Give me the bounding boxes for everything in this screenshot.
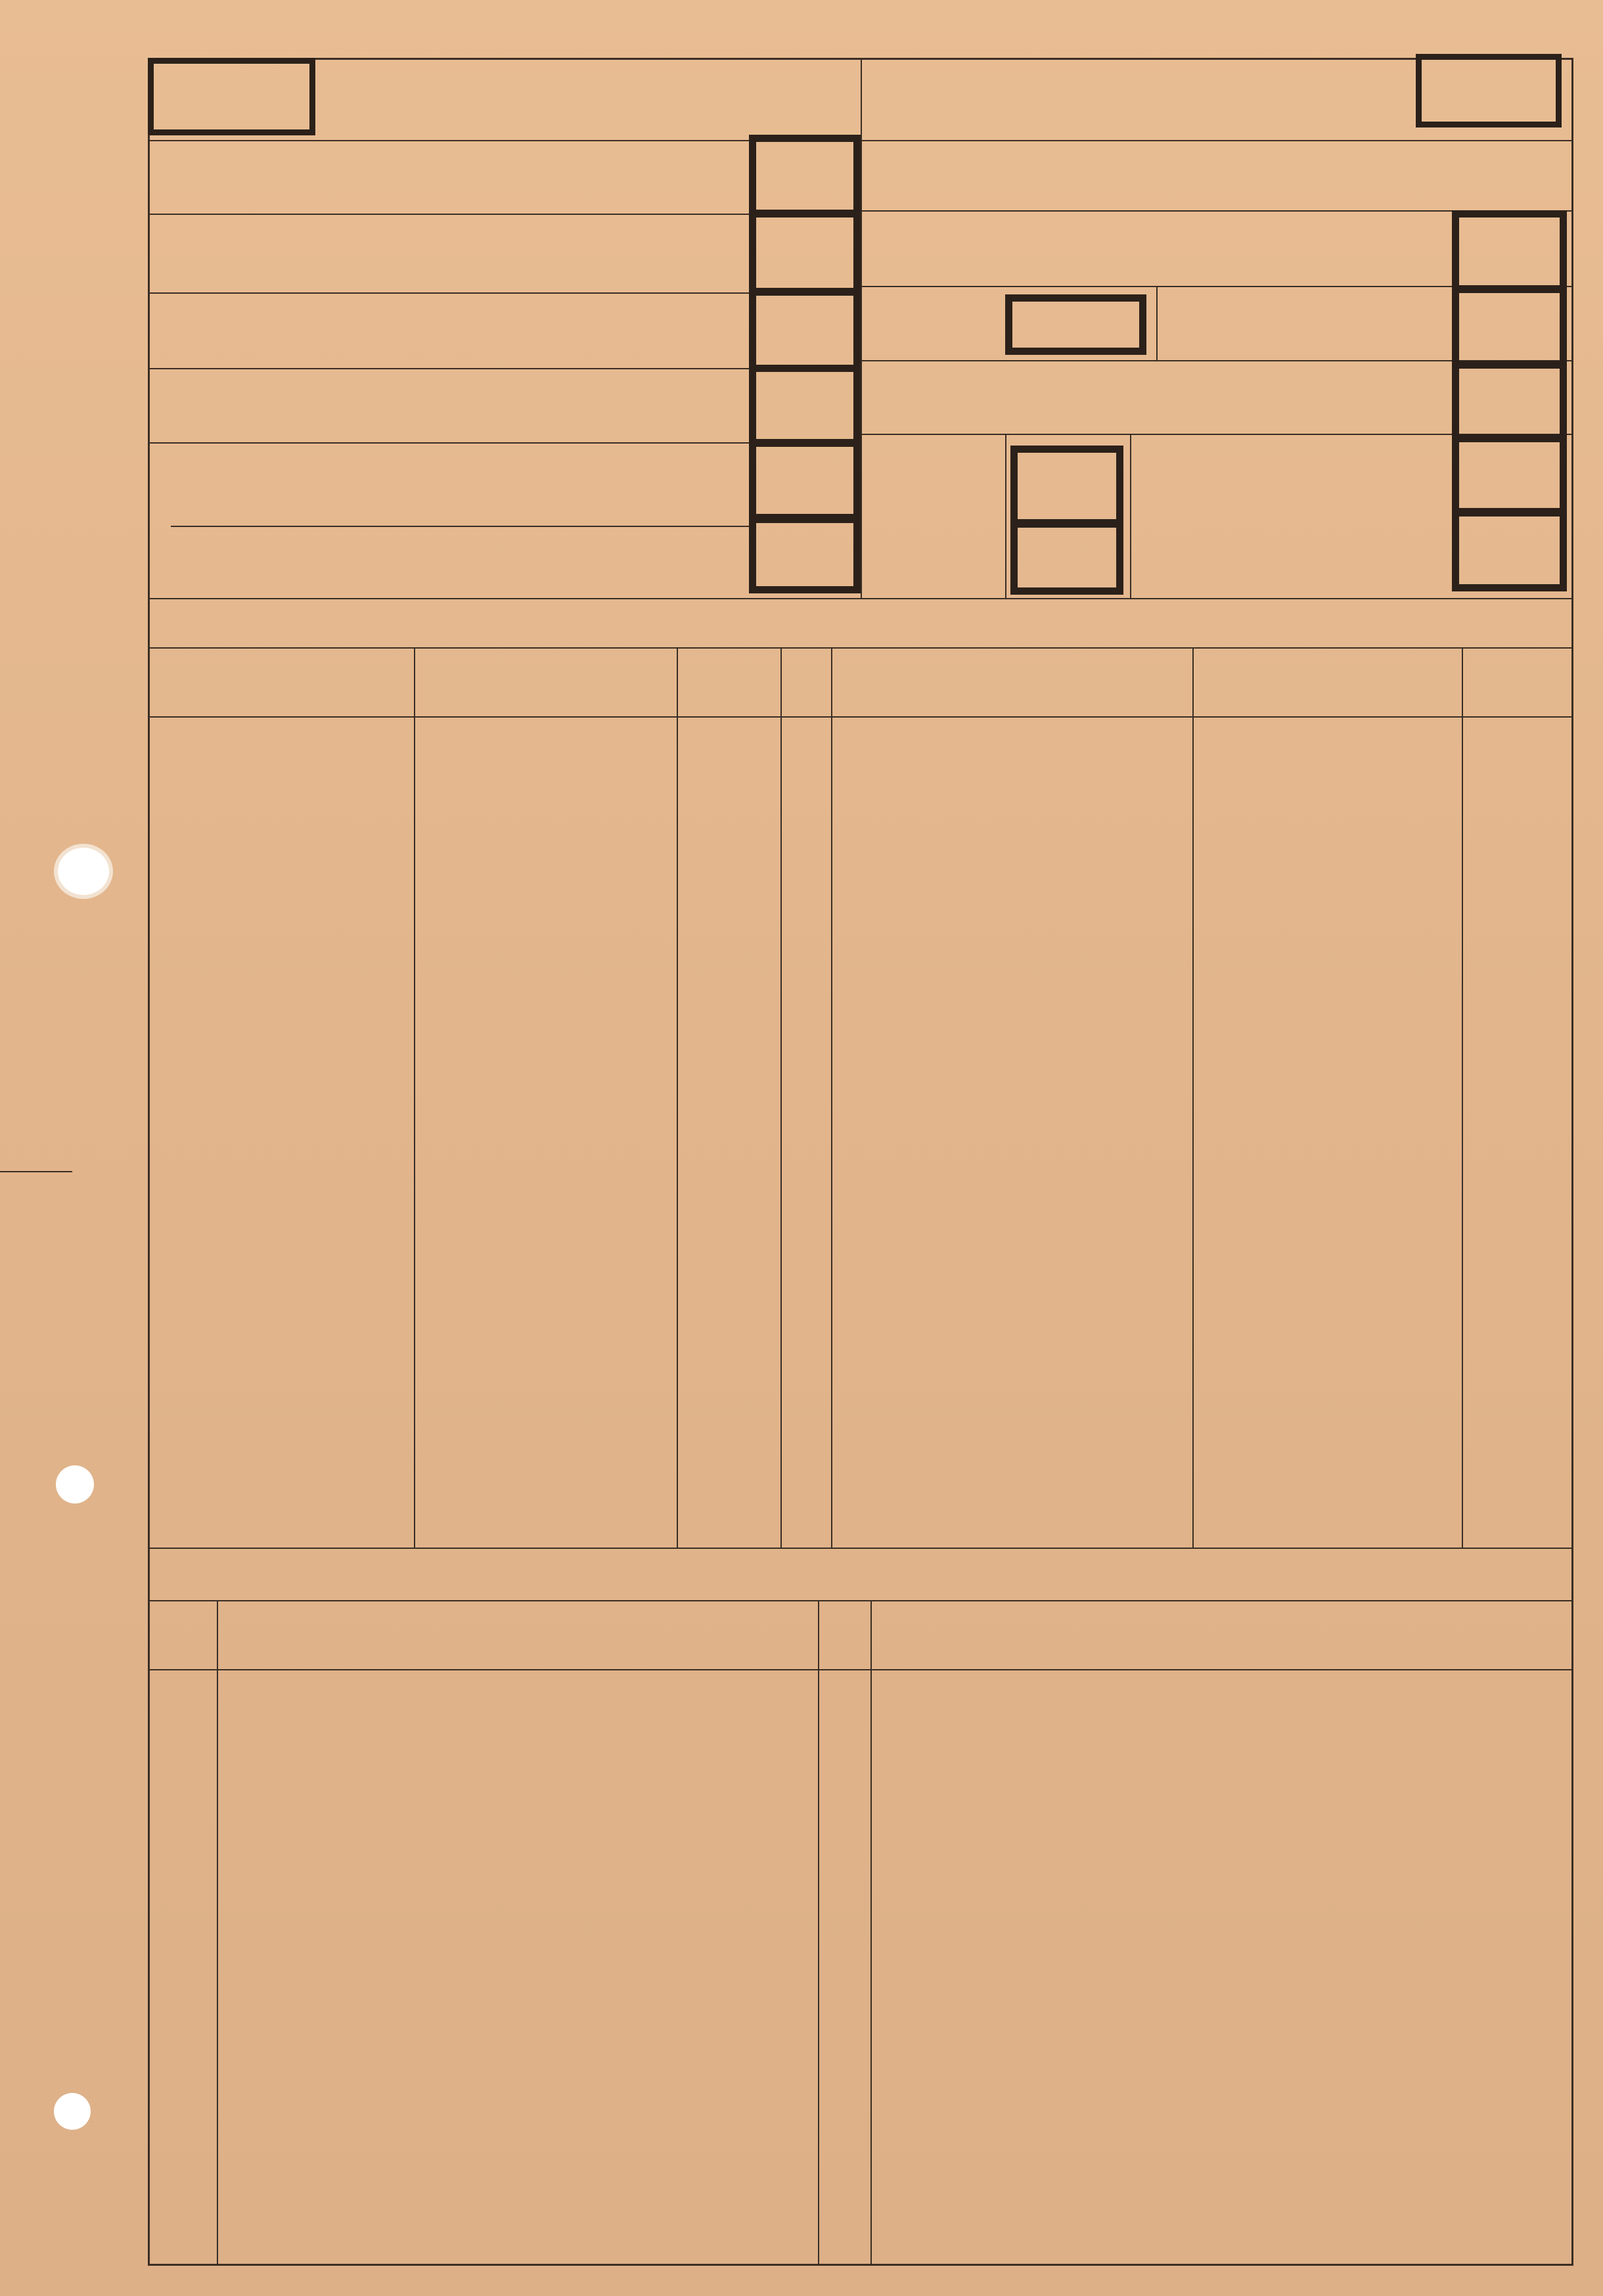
col-line — [861, 140, 862, 598]
kurz-fill-box — [1010, 446, 1123, 528]
row-line — [148, 442, 749, 444]
header-divider — [861, 58, 862, 140]
row-line — [148, 214, 749, 215]
col-line — [1156, 286, 1158, 360]
row-line — [148, 292, 749, 294]
lfd-nr-box — [148, 58, 315, 135]
fill-box — [749, 210, 861, 296]
row-line — [148, 1548, 1573, 1549]
kurz-fill-box2 — [1010, 519, 1123, 595]
fill-box — [1452, 435, 1567, 515]
col-line — [1192, 647, 1194, 1548]
row-line — [148, 598, 1573, 599]
fill-box — [749, 439, 861, 521]
col-line — [780, 647, 782, 1548]
fill-box — [749, 365, 861, 447]
col-line — [414, 647, 415, 1548]
col-line — [1005, 434, 1006, 598]
fill-box — [749, 288, 861, 372]
row-line — [148, 368, 749, 369]
row-line — [148, 716, 1573, 718]
row-line — [148, 647, 1573, 649]
margin-divider — [0, 1171, 72, 1172]
col-line — [1130, 434, 1131, 598]
fill-box — [749, 135, 861, 217]
akad-line — [171, 526, 749, 527]
row-line — [148, 1669, 1573, 1670]
col-line — [677, 647, 678, 1548]
punch-hole-bottom — [54, 2093, 91, 2130]
col-line — [1462, 647, 1463, 1548]
col-line — [217, 1600, 218, 2266]
fill-box — [1452, 286, 1567, 368]
fill-box — [749, 516, 861, 593]
row-line — [148, 1600, 1573, 1601]
col-line — [831, 647, 832, 1548]
punch-hole-middle — [56, 1465, 94, 1504]
fill-box — [1452, 509, 1567, 591]
col-line — [870, 1600, 872, 2266]
lagers-nr-box — [1416, 54, 1562, 127]
fill-box — [1452, 361, 1567, 442]
fill-box — [1452, 210, 1567, 292]
geb-fill-box — [1005, 294, 1146, 355]
punch-hole-top — [58, 848, 109, 895]
col-line — [818, 1600, 819, 2266]
